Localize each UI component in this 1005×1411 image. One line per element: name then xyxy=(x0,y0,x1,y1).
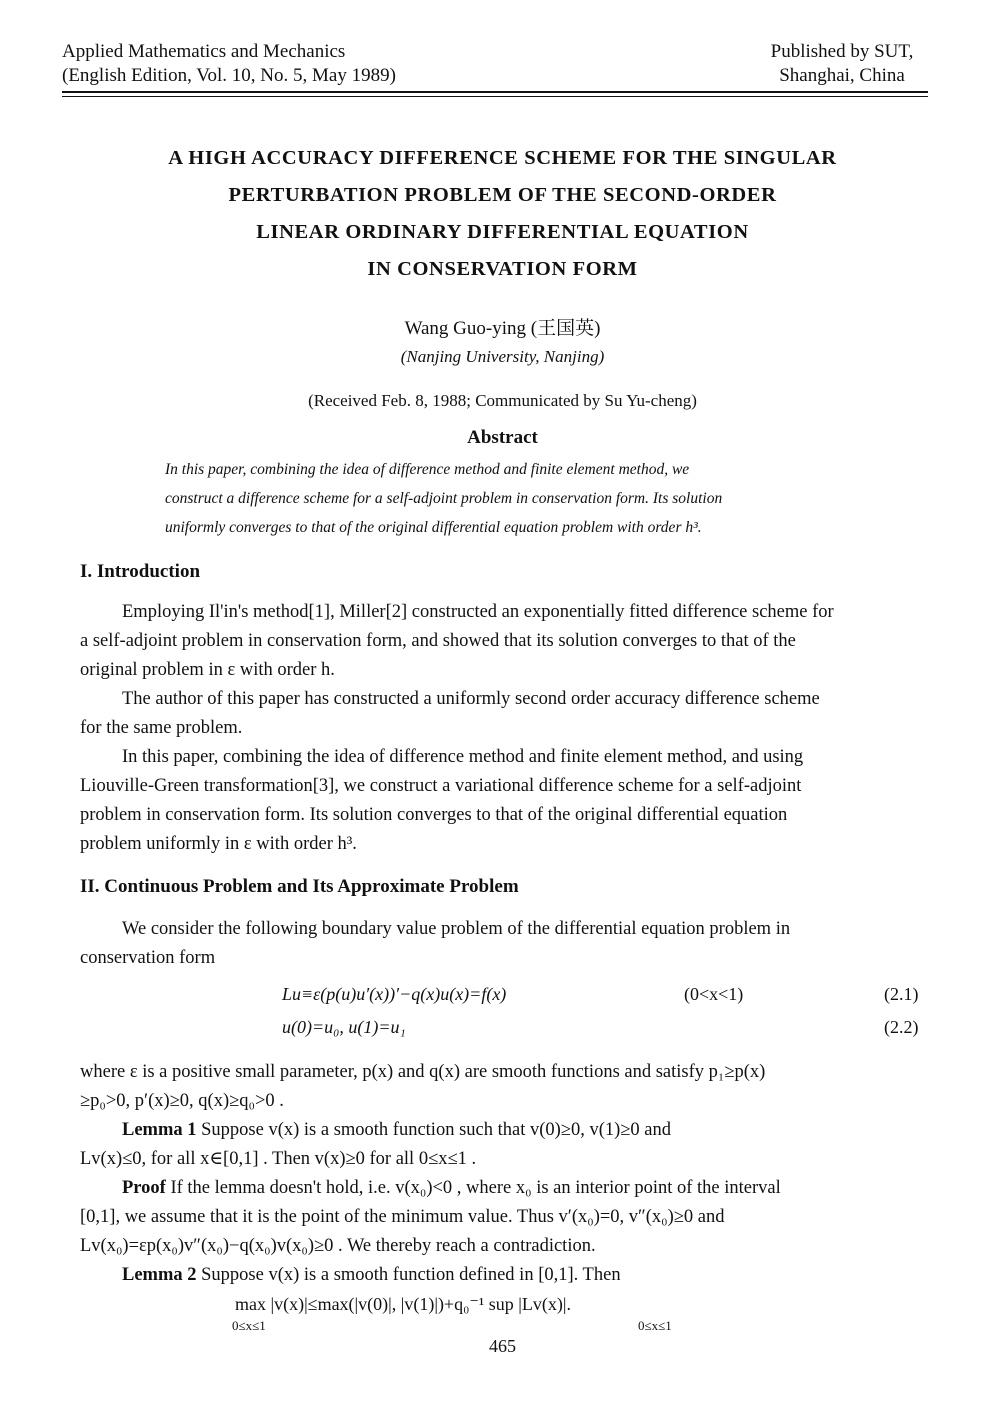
journal-edition: (English Edition, Vol. 10, No. 5, May 1989) xyxy=(62,65,396,86)
section-heading-introduction: I. Introduction xyxy=(80,561,201,582)
lemma2-line xyxy=(80,1261,938,1290)
title-line: IN CONSERVATION FORM xyxy=(367,258,638,280)
lemma2-max-subscript: 0≤x≤1 xyxy=(232,1318,266,1333)
publisher-location: Shanghai, China xyxy=(779,65,905,86)
title-line: LINEAR ORDINARY DIFFERENTIAL EQUATION xyxy=(256,221,749,243)
lemma1-label: Lemma 1 xyxy=(122,1120,197,1140)
equation-2-2: u(0)=u₀, u(1)=u₁ xyxy=(282,1017,406,1037)
lemma2-label: Lemma 2 xyxy=(122,1265,197,1285)
journal-header xyxy=(62,40,396,88)
intro-line: original problem in ε with order h. xyxy=(80,660,335,680)
where-line: where ε is a positive small parameter, p(x) and q(x) are smooth functions and satisfy p₁≥p(x) xyxy=(80,1062,766,1082)
lemma1-text: Suppose v(x) is a smooth function such that v(0)≥0, v(1)≥0 and xyxy=(196,1120,672,1140)
proof-line: Lv(x₀)=εp(x₀)v″(x₀)−q(x₀)v(x₀)≥0 . We thereby reach a contradiction. xyxy=(80,1236,596,1256)
sec2-line: conservation form xyxy=(80,948,216,968)
header-rule-thin xyxy=(62,96,928,97)
lemma-1 xyxy=(80,1116,938,1174)
header-rule-thick xyxy=(62,91,928,93)
lemma1-line xyxy=(80,1116,938,1145)
intro-line: Employing Il'in's method[1], Miller[2] constructed an exponentially fitted difference scheme for xyxy=(122,602,834,622)
lemma1-line: Lv(x)≤0, for all x∈[0,1] . Then v(x)≥0 for all 0≤x≤1 . xyxy=(80,1149,477,1169)
introduction-text xyxy=(80,598,938,859)
received-note: (Received Feb. 8, 1988; Communicated by Su Yu-cheng) xyxy=(308,391,697,410)
abstract-line: construct a difference scheme for a self-adjoint problem in conservation form. Its solution xyxy=(165,490,723,507)
proof-text: If the lemma doesn't hold, i.e. v(x₀)<0 , where x₀ is an interior point of the interval xyxy=(165,1178,781,1198)
author: Wang Guo-ying (王国英) xyxy=(404,318,601,339)
intro-line: for the same problem. xyxy=(80,718,243,738)
abstract-line: In this paper, combining the idea of difference method and finite element method, we xyxy=(165,461,690,478)
intro-line: a self-adjoint problem in conservation form, and showed that its solution converges to that of the xyxy=(80,631,796,651)
abstract-body xyxy=(165,455,865,542)
abstract-line: uniformly converges to that of the original differential equation problem with order h³. xyxy=(165,519,702,536)
intro-line: The author of this paper has constructed a uniformly second order accuracy difference scheme xyxy=(122,689,820,709)
lemma2-sup-subscript: 0≤x≤1 xyxy=(638,1318,672,1333)
publisher-name: Published by SUT, xyxy=(770,41,914,62)
lemma2-formula: max |v(x)|≤max(|v(0)|, |v(1)|)+q₀⁻¹ sup |Lv(x)|. xyxy=(235,1294,571,1314)
equation-label-2-2: (2.2) xyxy=(884,1017,919,1037)
where-line: ≥p₀>0, p′(x)≥0, q(x)≥q₀>0 . xyxy=(80,1091,284,1111)
equation-2-1: Lu≡ε(p(u)u′(x))′−q(x)u(x)=f(x) xyxy=(282,984,507,1004)
title-line: A HIGH ACCURACY DIFFERENCE SCHEME FOR THE SINGULAR xyxy=(168,147,837,169)
sec2-line: We consider the following boundary value problem of the differential equation problem in xyxy=(122,919,791,939)
where-text xyxy=(80,1058,938,1116)
proof-line: [0,1], we assume that it is the point of the minimum value. Thus v′(x₀)=0, v″(x₀)≥0 and xyxy=(80,1207,725,1227)
affiliation: (Nanjing University, Nanjing) xyxy=(400,347,605,366)
intro-line: In this paper, combining the idea of difference method and finite element method, and using xyxy=(122,747,804,767)
journal-name: Applied Mathematics and Mechanics xyxy=(62,41,346,62)
lemma-2 xyxy=(80,1261,938,1290)
equation-2-1-domain: (0<x<1) xyxy=(684,984,744,1004)
intro-line: problem in conservation form. Its solution converges to that of the original differential equation xyxy=(80,805,788,825)
abstract-heading: Abstract xyxy=(467,427,538,448)
paper-title xyxy=(60,140,945,288)
equation-label-2-1: (2.1) xyxy=(884,984,919,1004)
proof xyxy=(80,1174,938,1261)
publisher-header xyxy=(742,40,942,88)
section2-intro-text xyxy=(80,915,938,973)
proof-label: Proof xyxy=(122,1178,166,1198)
page-number: 465 xyxy=(489,1336,516,1356)
intro-line: Liouville-Green transformation[3], we construct a variational difference scheme for a self-adjoint xyxy=(80,776,802,796)
proof-line xyxy=(80,1174,938,1203)
lemma2-text: Suppose v(x) is a smooth function defined in [0,1]. Then xyxy=(196,1265,621,1285)
intro-line: problem uniformly in ε with order h³. xyxy=(80,834,357,854)
section-heading-continuous-problem: II. Continuous Problem and Its Approximate Problem xyxy=(80,876,519,897)
title-line: PERTURBATION PROBLEM OF THE SECOND-ORDER xyxy=(228,184,777,206)
